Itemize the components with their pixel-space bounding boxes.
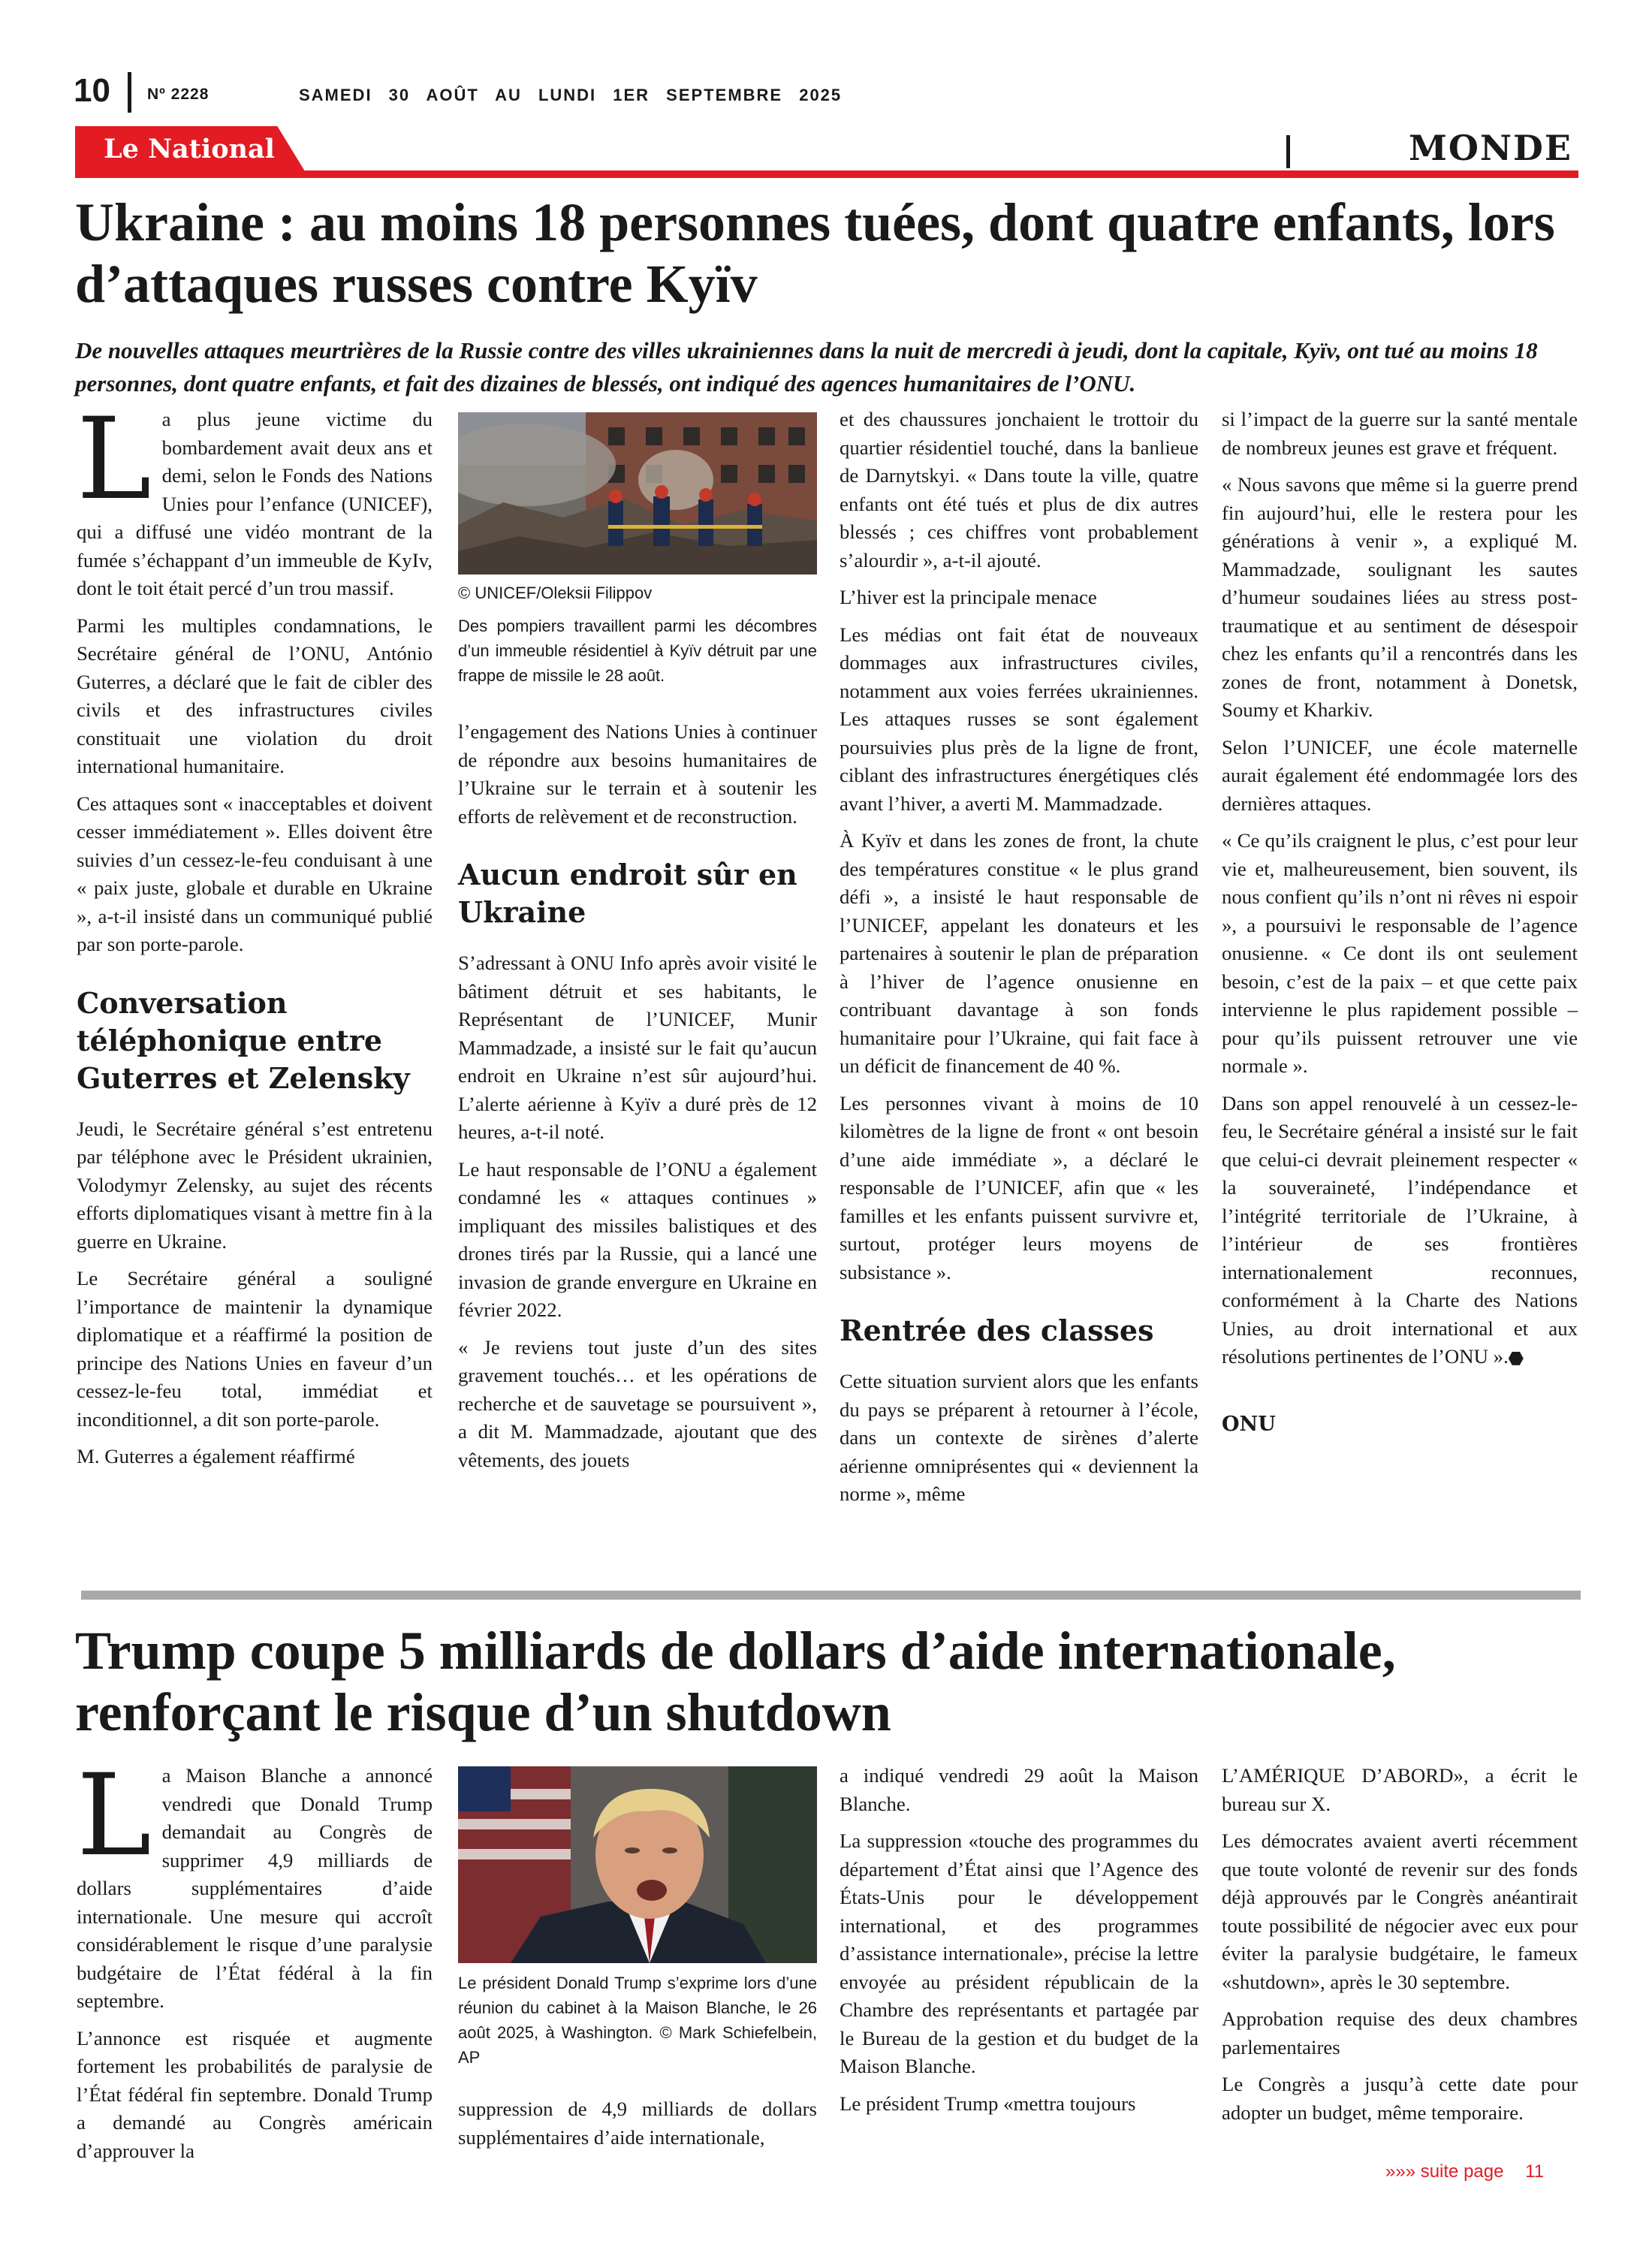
article1-photo-rubble	[458, 412, 817, 575]
article1-column-2	[458, 412, 817, 1483]
article2-paragraph: a Maison Blanche a annoncé vendredi que Donald Trump demandait au Congrès de supprimer 4,9 milliards de dollars supplémentaires d’aide internationale. Une mesure qui accroît considérablement le risque d’une paralysie budgétaire de l’État fédéral à la fin septembre.	[77, 1764, 433, 2012]
article1-paragraph: « Ce qu’ils craignent le plus, c’est pour leur vie et, malheureusement, bien souvent, ils nous confient qu’ils n’ont ni rêves ni espoir », a poursuivi le responsable de l’agence onusienne. « Ce dont ils ont seulement besoin, c’est de la paix – et que cette paix intervienne le plus rapidement possible – pour qu’ils puissent retrouver une vie normale ».	[1222, 829, 1578, 1077]
article1-paragraph: Parmi les multiples condamnations, le Secrétaire général de l’ONU, António Guterres, a déclaré que le fait de cibler des civils et des infrastructures civiles constituait une violation du droit international humanitaire.	[77, 614, 433, 777]
article1-column-4	[1222, 406, 1578, 1447]
article1-signature: ONU	[1222, 1412, 1276, 1436]
article1-column-3	[840, 406, 1198, 1518]
issue-number: Nº 2228	[147, 86, 210, 103]
article1-subheading: Aucun endroit sûr en Ukraine	[458, 858, 797, 929]
section-title: MONDE	[1409, 128, 1572, 168]
page-number-divider	[128, 72, 131, 113]
article1-paragraph: l’engagement des Nations Unies à continuer de répondre aux besoins humanitaires de l’Ukraine sur le terrain et à soutenir les efforts de relèvement et de reconstruction.	[458, 720, 817, 828]
article1-paragraph: À Kyïv et dans les zones de front, la chute des températures constitue « le plus grand défi », a insisté le haut responsable de l’UNICEF, appelant les donateurs et les partenaires à soutenir le plan de préparation à l’hiver de l’agence onusienne en contribuant davantage à son fonds humanitaire pour l’Ukraine, qui fait face à un déficit de financement de 40 %.	[840, 829, 1198, 1077]
article1-paragraph: Les médias ont fait état de nouveaux dommages aux infrastructures civiles, notamment aux voies ferrées ukrainiennes. Les attaques russes se sont également poursuivies plus près de la ligne de front, ciblant des infrastructures énergétiques clés avant l’hiver, a averti M. Mammadzade.	[840, 623, 1198, 815]
article2-paragraph: La suppression «touche des programmes du département d’État ainsi que l’Agence des États-Unis pour le développement international, et des programmes d’assistance internationale», précise la lettre envoyée au président républicain de la Chambre des représentants et partagée par le Bureau de la gestion et du budget de la Maison Blanche.	[840, 1829, 1198, 2077]
article1-deck: De nouvelles attaques meurtrières de la Russie contre des villes ukrainiennes dans la nuit de mercredi à jeudi, dont la capitale, Kyïv, ont tué au moins 18 personnes, dont quatre enfants, et fait des dizaines de blessés, ont indiqué des agences humanitaires de l’ONU.	[75, 337, 1538, 397]
article2-column-1	[77, 1751, 433, 2174]
article1-paragraph: Le Secrétaire général a souligné l’importance de maintenir la dynamique diplomatique et a réaffirmé la position de principe des Nations Unies en faveur d’un cessez-le-feu total, immédiat et inconditionnel, a dit son porte-parole.	[77, 1267, 433, 1431]
article2-headline: Trump coupe 5 milliards de dollars d’aide internationale, renforçant le risque d’un shutdown	[75, 1621, 1396, 1742]
continued-link[interactable]	[1385, 2161, 1544, 2182]
article1-paragraph: Le haut responsable de l’ONU a également condamné les « attaques continues » impliquant des missiles balistiques et des drones tirés par la Russie, qui a lancé une invasion de grande envergure en Ukraine en février 2022.	[458, 1157, 817, 1321]
article1-paragraph: Cette situation survient alors que les enfants du pays se préparent à retourner à l’école, dans un contexte de sirènes d’alerte aérienne omniprésentes qui « deviennent la norme », même	[840, 1370, 1198, 1505]
article2-column-4	[1222, 1762, 1578, 2136]
article2-paragraph: suppression de 4,9 milliards de dollars supplémentaires d’aide internationale,	[458, 2098, 817, 2149]
article1-photo-credit: © UNICEF/Oleksii Filippov	[458, 584, 653, 602]
article2-paragraph: L’AMÉRIQUE D’ABORD», a écrit le bureau sur X.	[1222, 1764, 1578, 1815]
article2-paragraph: L’annonce est risquée et augmente fortement les probabilités de paralysie de l’État fédéral fin septembre. Donald Trump a demandé au Congrès américain d’approuver la	[77, 2026, 433, 2162]
article2-paragraph: Le président Trump «mettra toujours	[840, 2092, 1136, 2115]
article1-photo-caption: Des pompiers travaillent parmi les décombres d’un immeuble résidentiel à Kyïv détruit par une frappe de missile le 28 août.	[458, 617, 817, 685]
article2-paragraph: Le Congrès a jusqu’à cette date pour adopter un budget, même temporaire.	[1222, 2073, 1578, 2124]
article2-dropcap: L	[77, 1751, 152, 1881]
header-rule	[75, 170, 1578, 178]
article2-photo-caption: Le président Donald Trump s’exprime lors d’une réunion du cabinet à la Maison Blanche, le 26 août 2025, à Washington. © Mark Schiefelbein, AP	[458, 1974, 817, 2067]
page-number: 10	[74, 72, 110, 109]
article1-paragraph: et des chaussures jonchaient le trottoir du quartier résidentiel touché, dans la banlieue de Darnytskyi. « Dans toute la ville, quatre enfants ont été tués et plus de dix autres blessés ; ces chiffres vont probablement s’alourdir », a-t-il ajouté.	[840, 408, 1198, 572]
continued-page-number: 11	[1525, 2161, 1545, 2182]
article1-paragraph: Les personnes vivant à moins de 10 kilomètres de la ligne de front « ont besoin d’une aide immédiate », a déclaré le responsable de l’UNICEF, afin que « les familles et les enfants puissent survivre et, surtout, protéger leurs moyens de subsistance ».	[840, 1091, 1198, 1283]
article2-paragraph: Les démocrates avaient averti récemment que toute volonté de revenir sur des fonds déjà approuvés par le Congrès anéantirait toute possibilité de négocier avec eux pour éviter la paralysie budgétaire, le fameux «shutdown», après le 30 septembre.	[1222, 1829, 1578, 1993]
article1-subheading: Rentrée des classes	[840, 1313, 1154, 1347]
article1-paragraph: M. Guterres a également réaffirmé	[77, 1445, 355, 1467]
article1-paragraph: Selon l’UNICEF, une école maternelle aurait également été endommagée lors des dernières attaques.	[1222, 735, 1578, 815]
article1-paragraph: Jeudi, le Secrétaire général s’est entretenu par téléphone avec le Président ukrainien, Volodymyr Zelensky, au sujet des récents efforts diplomatiques visant à mettre fin à la guerre en Ukraine.	[77, 1117, 433, 1253]
article1-paragraph	[1222, 1090, 1578, 1371]
article1-paragraph: L’hiver est la principale menace	[840, 586, 1097, 608]
article1-paragraph: a plus jeune victime du bombardement avait deux ans et demi, selon le Fonds des Nations Unies pour l’enfance (UNICEF), qui a diffusé une vidéo montrant de la fumée s’échappant d’un immeuble de KyIv, dont le toit était percé d’un trou massif.	[77, 408, 433, 599]
article2-column-3	[840, 1762, 1198, 2127]
article1-paragraph: « Je reviens tout juste d’un des sites gravement touchés… et les opérations de recherche et de sauvetage se poursuivent », a dit M. Mammadzade, ajoutant que des vêtements, des jouets	[458, 1335, 817, 1471]
paper-name: Le National	[104, 134, 275, 164]
article1-closing-paragraph: Dans son appel renouvelé à un cessez-le-feu, le Secrétaire général a insisté sur le fait que celui-ci devrait pleinement respecter « la souveraineté, l’indépendance et l’intégrité territoriale de l’Ukraine, à l’intérieur de ses frontières internationalement reconnues, conformément à la Charte des Nations Unies, au droit international et aux résolutions pertinentes de l’ONU ».	[1222, 1091, 1578, 1368]
article2-photo-trump	[458, 1766, 817, 1963]
article1-paragraph: si l’impact de la guerre sur la santé mentale de nombreux jeunes est grave et fréquent.	[1222, 408, 1578, 459]
issue-date: SAMEDI 30 AOÛT AU LUNDI 1ER SEPTEMBRE 2025	[299, 86, 843, 104]
section-divider	[1286, 135, 1290, 168]
article2-paragraph: a indiqué vendredi 29 août la Maison Blanche.	[840, 1764, 1198, 1815]
end-mark-icon	[1509, 1352, 1524, 1365]
article-separator	[81, 1591, 1581, 1600]
article1-column-1	[77, 394, 433, 1480]
continued-label: »»» suite page	[1385, 2161, 1504, 2182]
article1-paragraph: Ces attaques sont « inacceptables et doivent cesser immédiatement ». Elles doivent être suivies d’un cessez-le-feu conduisant à une « paix juste, globale et durable en Ukraine », a-t-il insisté dans un communiqué publié par son porte-parole.	[77, 792, 433, 955]
article1-subheading: Conversation téléphonique entre Guterres et Zelensky	[77, 985, 410, 1095]
article1-headline: Ukraine : au moins 18 personnes tuées, dont quatre enfants, lors d’attaques russes contre Kyïv	[75, 192, 1555, 314]
article1-dropcap: L	[77, 394, 152, 525]
article2-paragraph: Approbation requise des deux chambres parlementaires	[1222, 2007, 1578, 2058]
article1-paragraph: « Nous savons que même si la guerre prend fin aujourd’hui, elle le restera pour les générations à venir », a expliqué M. Mammadzade, soulignant les sautes d’humeur soudaines liées au stress post-traumatique et au sentiment de désespoir chez les enfants qu’il a rencontrés dans les zones de front, notamment à Donetsk, Soumy et Kharkiv.	[1222, 473, 1578, 721]
article2-column-2	[458, 1766, 817, 2161]
article1-paragraph: S’adressant à ONU Info après avoir visité le bâtiment détruit et ses habitants, le Représentant de l’UNICEF, Munir Mammadzade, a insisté sur le fait qu’aucun endroit en Ukraine n’est sûr aujourd’hui. L’alerte aérienne à Kyïv a duré près de 12 heures, a-t-il noté.	[458, 952, 817, 1143]
